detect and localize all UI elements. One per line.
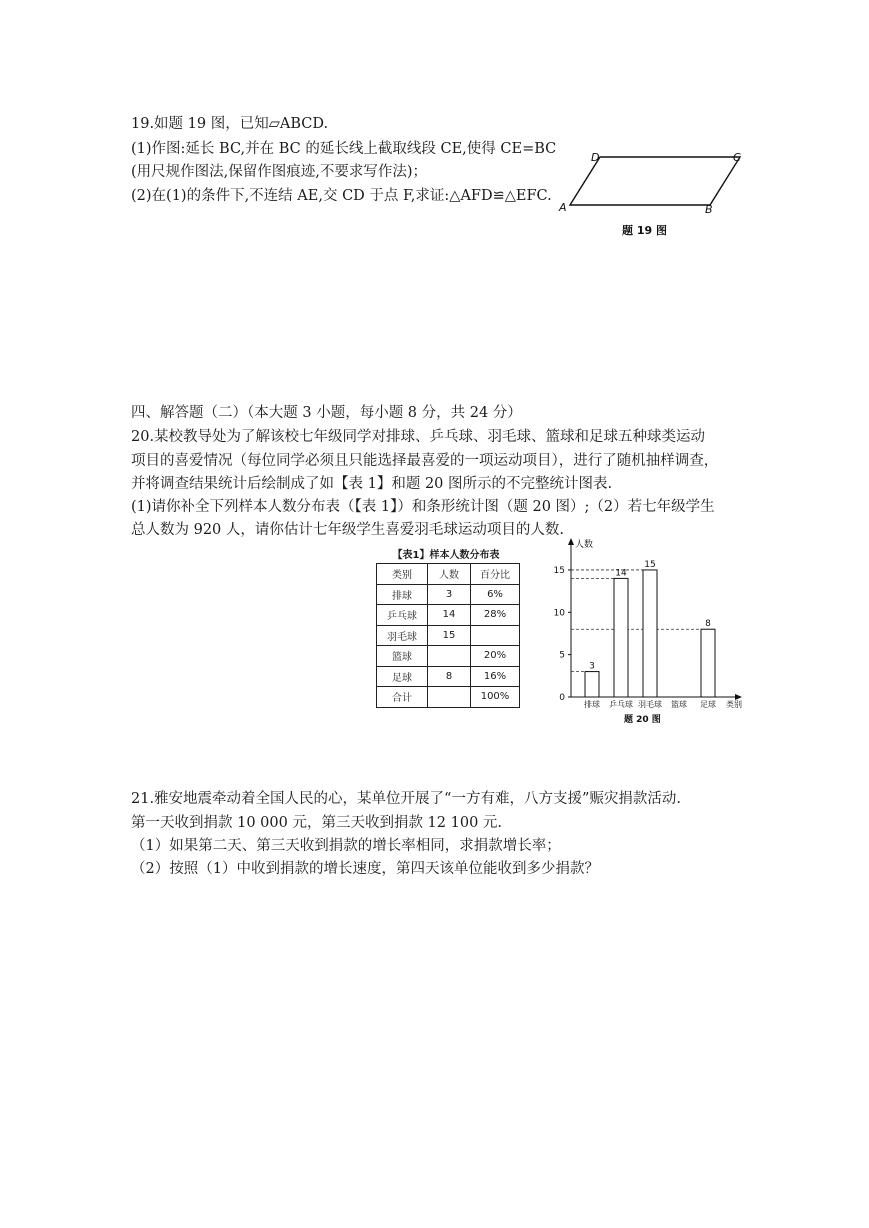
table-header: 类别	[377, 564, 428, 585]
x-tick-label: 羽毛球	[638, 700, 662, 709]
bar	[643, 570, 657, 697]
table-cell: 14	[428, 605, 471, 626]
q20-line4: (1)请你补全下列样本人数分布表（【表 1】）和条形统计图（题 20 图）;（2）若七年级学生	[131, 499, 715, 515]
y-tick-label: 0	[559, 693, 565, 703]
table-row	[377, 605, 520, 626]
q20-line5: 总人数为 920 人，请你估计七年级学生喜爱羽毛球运动项目的人数.	[131, 522, 565, 538]
table-cell: 8	[428, 666, 471, 687]
x-tick-label: 乒乓球	[609, 700, 633, 709]
table-row	[377, 666, 520, 687]
x-tick-label: 排球	[584, 700, 600, 709]
q21-line1: 21.雅安地震牵动着全国人民的心，某单位开展了“一方有难，八方支援”赈灾捐款活动.	[131, 791, 681, 807]
table-cell: 100%	[471, 687, 520, 708]
parallelogram-figure	[555, 145, 755, 240]
table-cell: 28%	[471, 605, 520, 626]
parallelogram-abcd	[570, 157, 740, 205]
y-tick-label: 10	[553, 608, 565, 619]
q20-line2: 项目的喜爱情况（每位同学必须且只能选择最喜爱的一项运动项目），进行了随机抽样调查，	[131, 453, 719, 469]
q21-line2: 第一天收到捐款 10 000 元，第三天收到捐款 12 100 元.	[131, 815, 503, 831]
table-row	[377, 584, 520, 605]
table-cell: 3	[428, 584, 471, 605]
table-header: 人数	[428, 564, 471, 585]
q20-line1: 20.某校教导处为了解该校七年级同学对排球、乒乓球、羽毛球、篮球和足球五种球类运动	[131, 429, 706, 445]
q21-part2: （2）按照（1）中收到捐款的增长速度，第四天该单位能收到多少捐款？	[131, 861, 599, 877]
bar-value-label: 15	[644, 559, 656, 570]
x-axis-label: 类别	[726, 700, 742, 709]
x-tick-label: 篮球	[671, 700, 687, 709]
table1-caption: 【表1】样本人数分布表	[392, 550, 500, 561]
y-tick-label: 15	[553, 565, 565, 576]
section4-heading: 四、解答题（二）（本大题 3 小题，每小题 8 分，共 24 分）	[131, 405, 522, 421]
chart-caption: 题 20 图	[624, 715, 661, 725]
table-header: 百分比	[471, 564, 520, 585]
y-axis-arrow	[568, 538, 574, 545]
q19-part1: (1)作图:延长 BC,并在 BC 的延长线上截取线段 CE,使得 CE=BC	[131, 141, 557, 157]
table-cell: 乒乓球	[377, 605, 428, 626]
table-cell: 排球	[377, 584, 428, 605]
q21-part1: （1）如果第二天、第三天收到捐款的增长率相同，求捐款增长率；	[131, 838, 561, 854]
table-cell	[428, 687, 471, 708]
q19-part2: (2)在(1)的条件下,不连结 AE,交 CD 于点 F,求证:△AFD≌△EFC.	[131, 188, 552, 204]
table-cell: 6%	[471, 584, 520, 605]
y-tick-label: 5	[559, 650, 565, 661]
table-cell: 20%	[471, 646, 520, 667]
table-cell: 足球	[377, 666, 428, 687]
vertex-c-label: C	[733, 151, 741, 164]
bar-value-label: 8	[705, 619, 711, 630]
table-row	[377, 646, 520, 667]
q19-title: 19.如题 19 图，已知▱ABCD.	[131, 116, 329, 132]
bar	[585, 672, 599, 697]
table1	[376, 563, 520, 708]
vertex-b-label: B	[705, 203, 713, 216]
vertex-a-label: A	[559, 201, 567, 214]
q19-part1-note: (用尺规作图法,保留作图痕迹,不要求写作法)；	[131, 164, 428, 180]
table-cell: 15	[428, 625, 471, 646]
bar	[614, 578, 628, 697]
table-row	[377, 625, 520, 646]
table-cell: 16%	[471, 666, 520, 687]
q20-line3: 并将调查结果统计后绘制成了如【表 1】和题 20 图所示的不完整统计图表.	[131, 476, 613, 492]
vertex-d-label: D	[591, 151, 600, 164]
bar-value-label: 3	[589, 661, 595, 672]
bar-chart	[548, 535, 753, 730]
bar	[701, 629, 715, 697]
table-cell: 篮球	[377, 646, 428, 667]
table-cell	[428, 646, 471, 667]
table-cell: 合计	[377, 687, 428, 708]
table-cell	[471, 625, 520, 646]
figure19-caption: 题 19 图	[622, 224, 667, 237]
table-cell: 羽毛球	[377, 625, 428, 646]
x-tick-label: 足球	[700, 700, 716, 709]
table-row	[377, 687, 520, 708]
y-axis-label: 人数	[575, 540, 594, 550]
bar-value-label: 14	[615, 568, 627, 579]
